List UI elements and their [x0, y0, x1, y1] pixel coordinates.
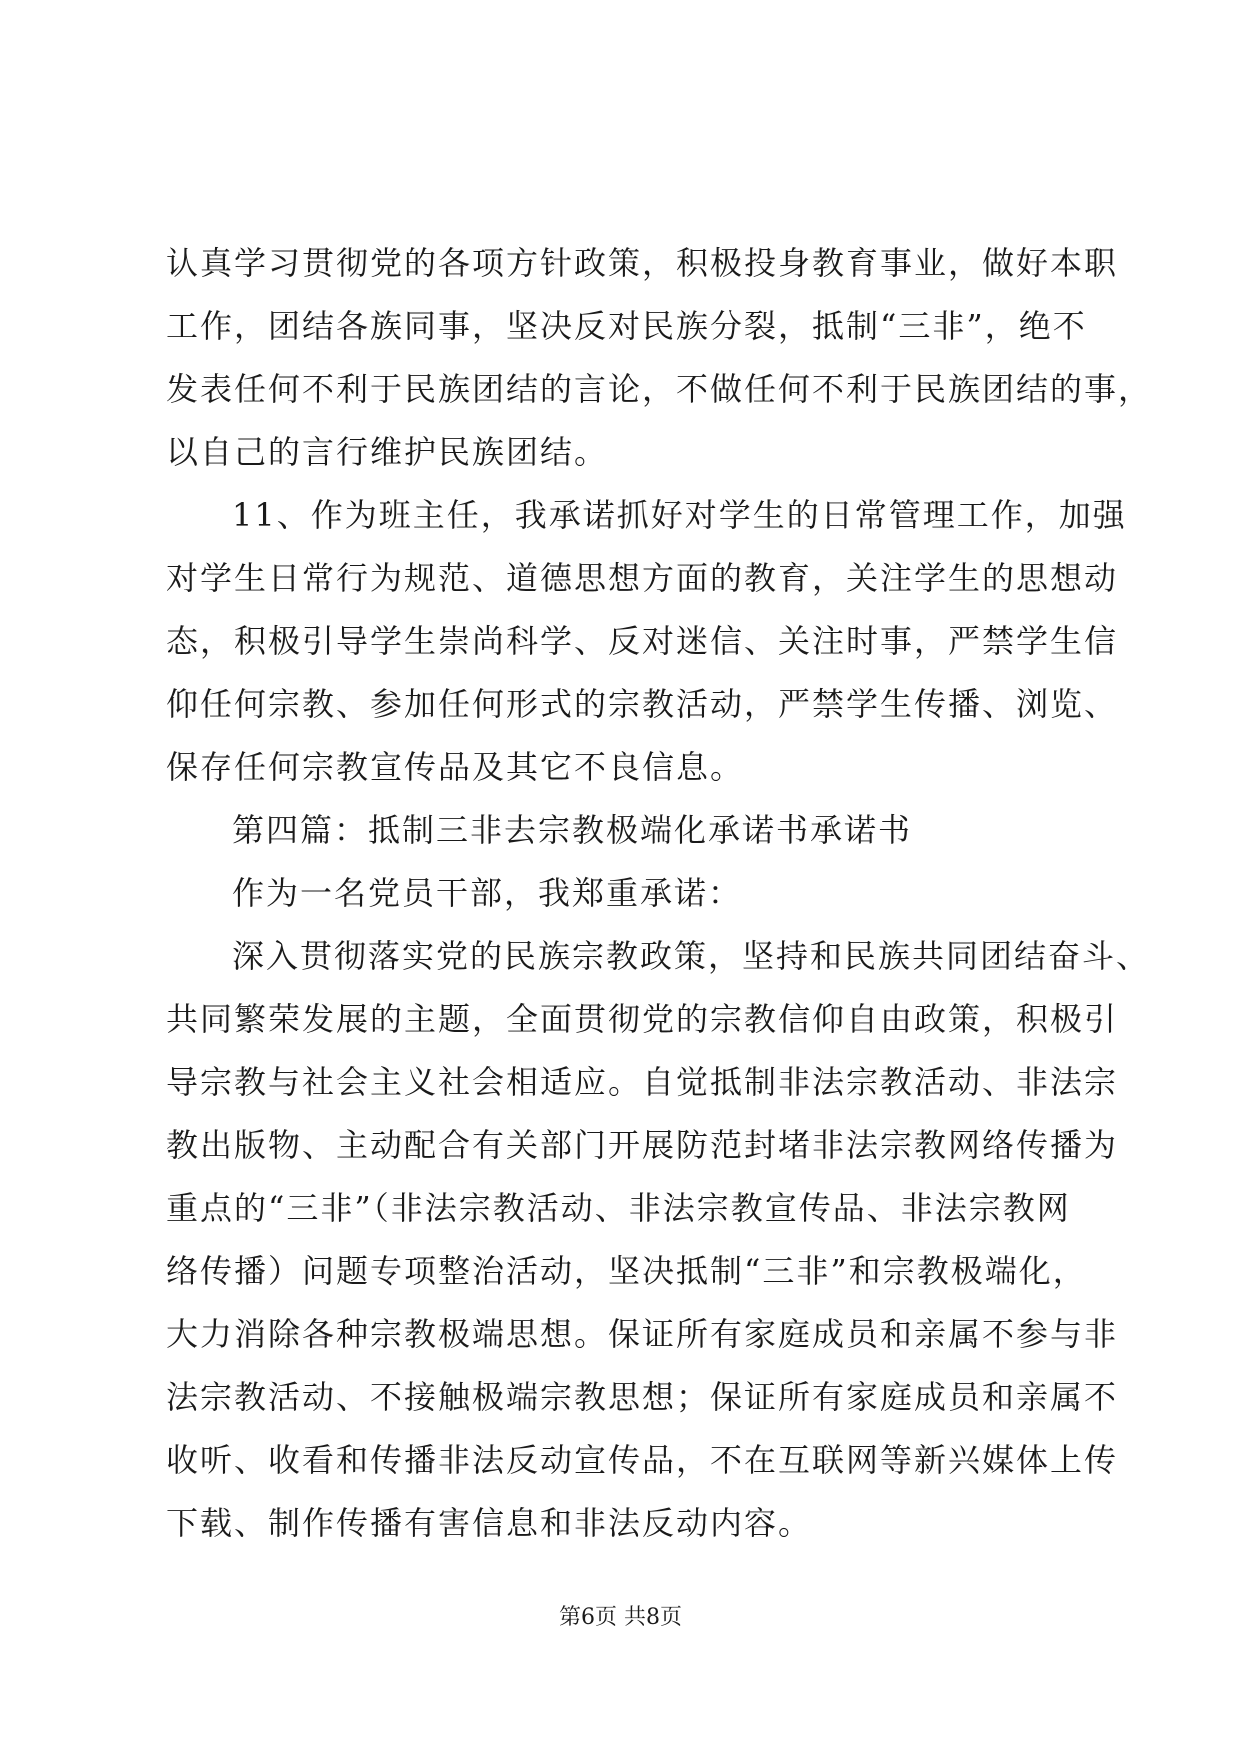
section-heading: 第四篇：抵制三非去宗教极端化承诺书承诺书	[232, 811, 913, 849]
text-line: 络传播）问题专项整治活动，坚决抵制“三非”和宗教极端化，	[166, 1252, 1087, 1290]
text-line: 法宗教活动、不接触极端宗教思想；保证所有家庭成员和亲属不	[166, 1378, 1119, 1416]
text-line: 认真学习贯彻党的各项方针政策，积极投身教育事业，做好本职	[166, 244, 1119, 282]
page-number: 第6页 共8页	[559, 1605, 682, 1630]
paragraph-first-line: 深入贯彻落实党的民族宗教政策，坚持和民族共同团结奋斗、	[232, 937, 1151, 975]
text-line: 保存任何宗教宣传品及其它不良信息。	[166, 748, 745, 786]
text-line: 下载、制作传播有害信息和非法反动内容。	[166, 1504, 813, 1542]
paragraph-first-line: 作为一名党员干部，我郑重承诺：	[232, 874, 743, 912]
text-line: 以自己的言行维护民族团结。	[166, 433, 609, 471]
text-line: 共同繁荣发展的主题，全面贯彻党的宗教信仰自由政策，积极引	[166, 1000, 1119, 1038]
text-line: 发表任何不利于民族团结的言论，不做任何不利于民族团结的事，	[166, 370, 1153, 408]
text-line: 仰任何宗教、参加任何形式的宗教活动，严禁学生传播、浏览、	[166, 685, 1119, 723]
text-line: 导宗教与社会主义社会相适应。自觉抵制非法宗教活动、非法宗	[166, 1063, 1119, 1101]
text-line: 收听、收看和传播非法反动宣传品，不在互联网等新兴媒体上传	[166, 1441, 1119, 1479]
text-line: 态，积极引导学生崇尚科学、反对迷信、关注时事，严禁学生信	[166, 622, 1119, 660]
paragraph-first-line: 11、作为班主任，我承诺抓好对学生的日常管理工作，加强	[232, 496, 1127, 534]
text-line: 教出版物、主动配合有关部门开展防范封堵非法宗教网络传播为	[166, 1126, 1119, 1164]
text-line: 重点的“三非”（非法宗教活动、非法宗教宣传品、非法宗教网	[166, 1189, 1071, 1227]
text-line: 大力消除各种宗教极端思想。保证所有家庭成员和亲属不参与非	[166, 1315, 1119, 1353]
document-body	[166, 232, 1153, 1555]
text-line: 工作，团结各族同事，坚决反对民族分裂，抵制“三非”，绝不	[166, 307, 1087, 345]
text-line: 对学生日常行为规范、道德思想方面的教育，关注学生的思想动	[166, 559, 1119, 597]
